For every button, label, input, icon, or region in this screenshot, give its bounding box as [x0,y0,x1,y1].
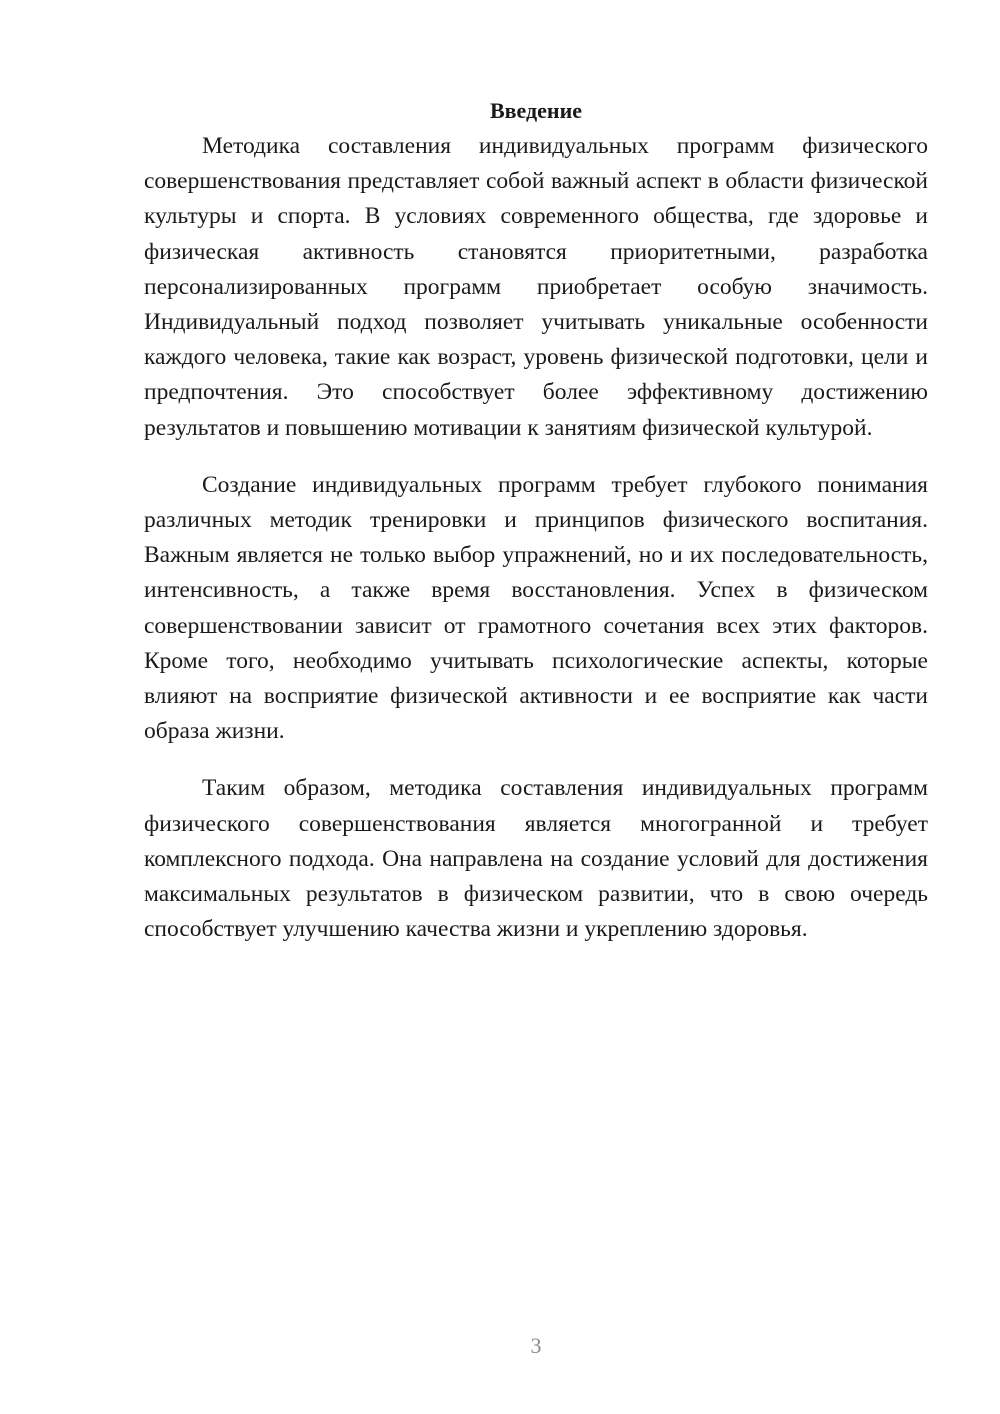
page-content [144,95,928,969]
paragraph-3: Таким образом, методика составления индивидуальных программ физического совершенствования является многогранной и требует комплексного подхода. Она направлена на создание условий для достижения максимальных результатов в физическом развитии, что в свою очередь способствует улучшению качества жизни и укреплению здоровья. [144,775,928,943]
paragraph-2: Создание индивидуальных программ требует глубокого понимания различных методик тренировки и принципов физического воспитания. Важным является не только выбор упражнений, но и их последовательность, интенсивность, а также время восстановления. Успех в физическом совершенствовании зависит от грамотного сочетания всех этих факторов. Кроме того, необходимо учитывать психологические аспекты, которые влияют на восприятие физической активности и ее восприятие как части образа жизни. [144,471,928,745]
page-title: Введение [489,98,583,123]
paragraph-1: Методика составления индивидуальных программ физического совершенствования представляет собой важный аспект в области физической культуры и спорта. В условиях современного общества, где здоровье и физическая активность становятся приоритетными, разработка персонализированных программ приобретает особую значимость. Индивидуальный подход позволяет учитывать уникальные особенности каждого человека, такие как возраст, уровень физической подготовки, цели и предпочтения. Это способствует более эффективному достижению результатов и повышению мотивации к занятиям физической культурой. [144,133,928,441]
page-number: 3 [530,1333,542,1358]
